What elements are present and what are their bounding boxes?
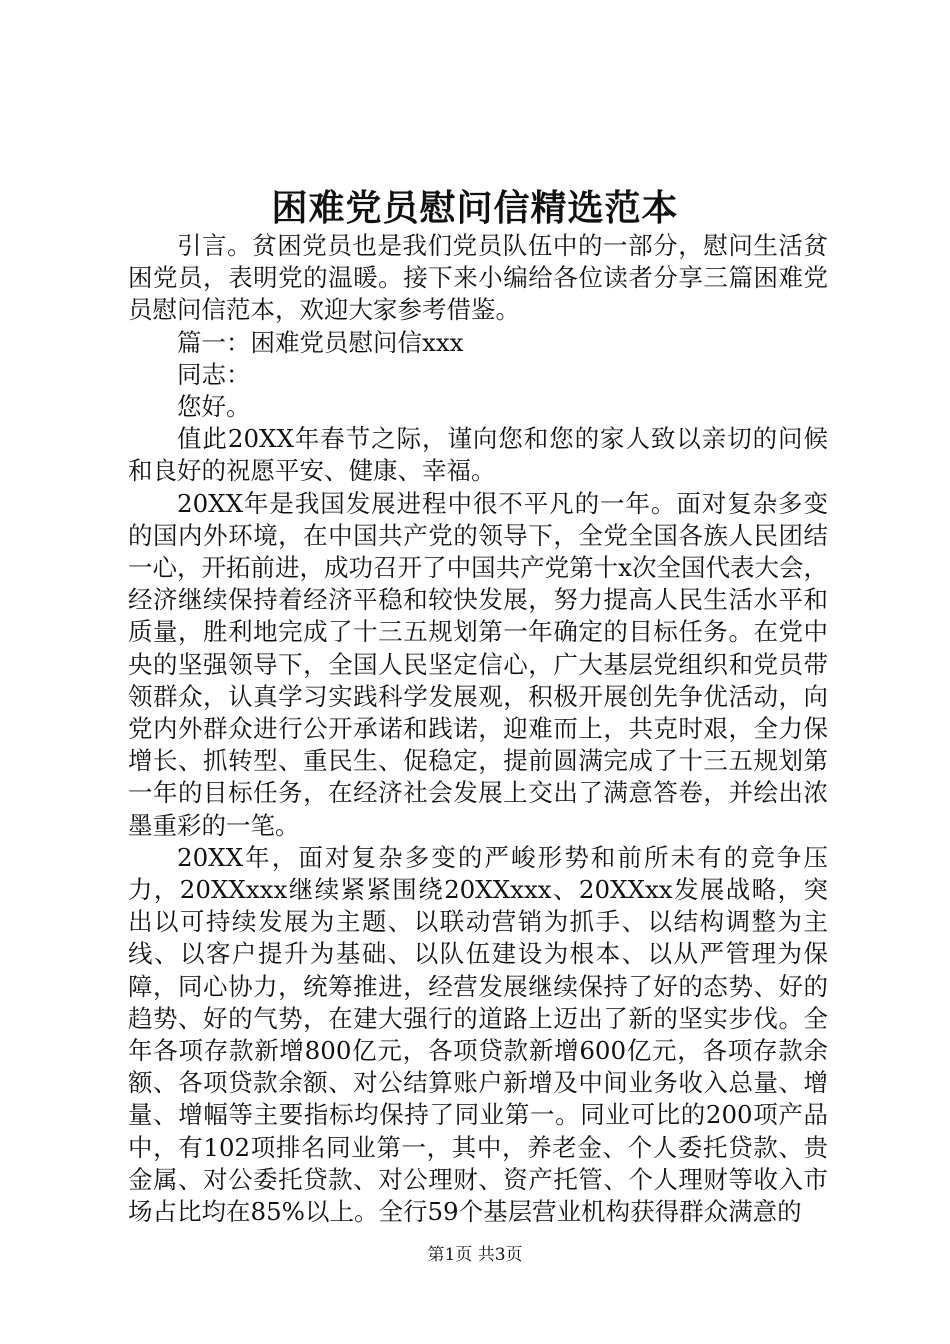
document-body: [128, 230, 828, 1228]
paragraph-intro: 引言。贫困党员也是我们党员队伍中的一部分，慰问生活贫困党员，表明党的温暖。接下来小编给各位读者分享三篇困难党员慰问信范本，欢迎大家参考借鉴。: [128, 231, 828, 325]
paragraph-letter-heading: 篇一：困难党员慰问信xxx: [177, 327, 464, 357]
paragraph-business-review: 20XX年，面对复杂多变的严峻形势和前所未有的竞争压力，20XXxxx继续紧紧围绕20XXxxx、20XXxx发展战略，突出以可持续发展为主题、以联动营销为抓手、以结构调整为主线、以客户提升为基础、以队伍建设为根本、以从严管理为保障，同心协力，统筹推进，经营发展继续保持了好的态势、好的趋势、好的气势，在建大强行的道路上迈出了新的坚实步伐。全年各项存款新增800亿元，各项贷款新增600亿元，各项存款余额、各项贷款余额、对公结算账户新增及中间业务收入总量、增量、增幅等主要指标均保持了同业第一。同业可比的200项产品中，有102项排名同业第一，其中，养老金、个人委托贷款、贵金属、对公委托贷款、对公理财、资产托管、个人理财等收入市场占比均在85%以上。全行59个基层营业机构获得群众满意的: [128, 842, 828, 1227]
paragraph-national-review: 20XX年是我国发展进程中很不平凡的一年。面对复杂多变的国内外环境，在中国共产党的领导下，全党全国各族人民团结一心，开拓前进，成功召开了中国共产党第十x次全国代表大会，经济继续保持着经济平稳和较快发展，努力提高人民生活水平和质量，胜利地完成了十三五规划第一年确定的目标任务。在党中央的坚强领导下，全国人民坚定信心，广大基层党组织和党员带领群众，认真学习实践科学发展观，积极开展创先争优活动，向党内外群众进行公开承诺和践诺，迎难而上，共克时艰，全力保增长、抓转型、重民生、促稳定，提前圆满完成了十三五规划第一年的目标任务，在经济社会发展上交出了满意答卷，并绘出浓墨重彩的一笔。: [128, 488, 828, 840]
paragraph-salutation: 同志：: [177, 359, 251, 389]
paragraph-greeting: 您好。: [177, 392, 251, 422]
paragraph-wishes: 值此20XX年春节之际，谨向您和您的家人致以亲切的问候和良好的祝愿平安、健康、幸福。: [128, 424, 828, 486]
page-number-footer: 第1页 共3页: [427, 1245, 523, 1265]
document-title: 困难党员慰问信精选范本: [271, 187, 679, 229]
